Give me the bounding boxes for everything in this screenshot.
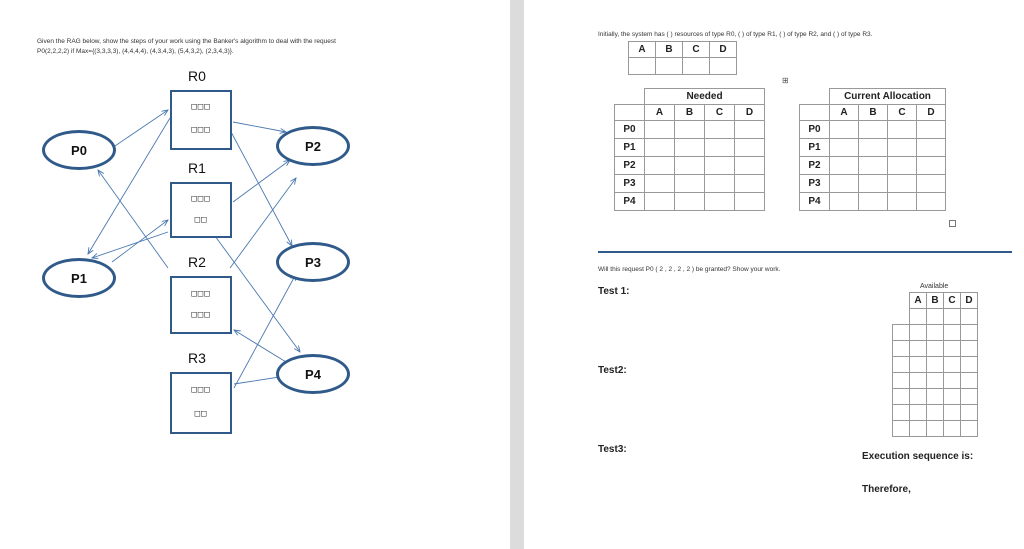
- needed-cell[interactable]: [735, 157, 765, 175]
- needed-cell[interactable]: [735, 175, 765, 193]
- avail-col-a: A: [910, 293, 927, 309]
- avail-cell[interactable]: [944, 389, 961, 405]
- needed-cell[interactable]: [645, 193, 675, 211]
- alloc-cell[interactable]: [917, 139, 946, 157]
- needed-row-p1: P1: [615, 139, 645, 157]
- col-b: B: [656, 42, 683, 58]
- needed-col-b: B: [675, 105, 705, 121]
- avail-cell[interactable]: [910, 421, 927, 437]
- avail-cell[interactable]: [944, 309, 961, 325]
- needed-cell[interactable]: [705, 193, 735, 211]
- avail-col-d: D: [961, 293, 978, 309]
- question-line-1: Given the RAG below, show the steps of your work using the Banker's algorithm to deal with the request: [37, 38, 336, 45]
- initial-cell[interactable]: [710, 58, 737, 75]
- needed-row-p4: P4: [615, 193, 645, 211]
- avail-cell[interactable]: [961, 341, 978, 357]
- avail-cell[interactable]: [927, 373, 944, 389]
- needed-cell[interactable]: [735, 139, 765, 157]
- alloc-col-d: D: [917, 105, 946, 121]
- alloc-cell[interactable]: [859, 175, 888, 193]
- needed-cell[interactable]: [645, 175, 675, 193]
- left-page: [0, 0, 510, 549]
- initial-cell[interactable]: [656, 58, 683, 75]
- edge-r2-p0: [98, 170, 168, 268]
- avail-cell[interactable]: [944, 357, 961, 373]
- avail-cell[interactable]: [910, 373, 927, 389]
- needed-title: Needed: [645, 89, 765, 105]
- alloc-cell[interactable]: [859, 139, 888, 157]
- avail-cell[interactable]: [910, 389, 927, 405]
- alloc-cell[interactable]: [917, 157, 946, 175]
- needed-cell[interactable]: [705, 175, 735, 193]
- needed-col-d: D: [735, 105, 765, 121]
- avail-cell[interactable]: [961, 373, 978, 389]
- resource-label-r3: R3: [188, 350, 206, 366]
- needed-cell[interactable]: [735, 121, 765, 139]
- execution-sequence-label: Execution sequence is:: [862, 451, 974, 462]
- alloc-cell[interactable]: [830, 193, 859, 211]
- avail-cell[interactable]: [927, 357, 944, 373]
- needed-cell[interactable]: [675, 157, 705, 175]
- allocation-title: Current Allocation: [830, 89, 946, 105]
- avail-cell[interactable]: [927, 325, 944, 341]
- therefore-label: Therefore,: [862, 484, 911, 495]
- resource-r1: □□□ □□: [170, 182, 232, 238]
- initial-resources-table: [628, 41, 737, 75]
- request-text: Will this request P0 ( 2 , 2 , 2 , 2 ) be granted? Show your work.: [598, 266, 781, 273]
- allocation-table: [799, 88, 946, 211]
- edge-p4-r2: [234, 330, 286, 362]
- avail-cell[interactable]: [927, 405, 944, 421]
- resource-label-r0: R0: [188, 68, 206, 84]
- resource-r2: □□□ □□□: [170, 276, 232, 334]
- initial-text: Initially, the system has ( ) resources of type R0, ( ) of type R1, ( ) of type R2, and ( ) of type R3.: [598, 31, 873, 38]
- needed-row-p2: P2: [615, 157, 645, 175]
- resource-r0: □□□ □□□: [170, 90, 232, 150]
- edge-r1-p2: [233, 160, 290, 202]
- avail-cell[interactable]: [944, 421, 961, 437]
- avail-cell[interactable]: [910, 309, 927, 325]
- needed-cell[interactable]: [675, 139, 705, 157]
- test3-label: Test3:: [598, 444, 627, 455]
- avail-cell[interactable]: [910, 325, 927, 341]
- needed-table: [614, 88, 765, 211]
- avail-cell[interactable]: [961, 421, 978, 437]
- needed-cell[interactable]: [705, 139, 735, 157]
- needed-row-p0: P0: [615, 121, 645, 139]
- initial-cell[interactable]: [629, 58, 656, 75]
- avail-cell[interactable]: [910, 357, 927, 373]
- alloc-cell[interactable]: [888, 157, 917, 175]
- avail-cell[interactable]: [944, 373, 961, 389]
- avail-cell[interactable]: [961, 357, 978, 373]
- process-p2: P2: [276, 126, 350, 166]
- needed-col-c: C: [705, 105, 735, 121]
- process-p0: P0: [42, 130, 116, 170]
- initial-cell[interactable]: [683, 58, 710, 75]
- avail-cell[interactable]: [910, 341, 927, 357]
- alloc-cell[interactable]: [859, 157, 888, 175]
- resource-label-r2: R2: [188, 254, 206, 270]
- needed-col-a: A: [645, 105, 675, 121]
- alloc-cell[interactable]: [888, 175, 917, 193]
- avail-cell[interactable]: [961, 325, 978, 341]
- avail-cell[interactable]: [961, 405, 978, 421]
- alloc-cell[interactable]: [888, 139, 917, 157]
- right-page: [524, 0, 1024, 549]
- edge-p0-r0: [112, 110, 168, 148]
- alloc-cell[interactable]: [888, 121, 917, 139]
- avail-cell[interactable]: [927, 341, 944, 357]
- alloc-cell[interactable]: [859, 121, 888, 139]
- test2-label: Test2:: [598, 365, 627, 376]
- edge-r1-p1: [92, 232, 168, 258]
- alloc-col-c: C: [888, 105, 917, 121]
- avail-cell[interactable]: [927, 309, 944, 325]
- avail-cell[interactable]: [944, 341, 961, 357]
- needed-cell[interactable]: [705, 157, 735, 175]
- avail-cell[interactable]: [910, 405, 927, 421]
- alloc-row-p1: P1: [800, 139, 830, 157]
- alloc-cell[interactable]: [917, 175, 946, 193]
- needed-cell[interactable]: [705, 121, 735, 139]
- needed-cell[interactable]: [675, 121, 705, 139]
- edge-r0-p2: [233, 122, 286, 132]
- col-a: A: [629, 42, 656, 58]
- alloc-cell[interactable]: [917, 193, 946, 211]
- process-p3: P3: [276, 242, 350, 282]
- alloc-cell[interactable]: [830, 157, 859, 175]
- process-p4: P4: [276, 354, 350, 394]
- avail-cell[interactable]: [927, 421, 944, 437]
- test1-label: Test 1:: [598, 286, 630, 297]
- avail-cell[interactable]: [944, 405, 961, 421]
- resource-r3: □□□ □□: [170, 372, 232, 434]
- table-move-handle-icon[interactable]: ⊞: [782, 76, 789, 85]
- alloc-row-p2: P2: [800, 157, 830, 175]
- process-p1: P1: [42, 258, 116, 298]
- table-resize-handle-icon[interactable]: [949, 220, 956, 227]
- avail-cell[interactable]: [927, 389, 944, 405]
- avail-col-c: C: [944, 293, 961, 309]
- available-title: Available: [920, 283, 949, 290]
- alloc-cell[interactable]: [859, 193, 888, 211]
- alloc-row-p4: P4: [800, 193, 830, 211]
- alloc-cell[interactable]: [917, 121, 946, 139]
- question-line-2: P0(2,2,2,2) if Max={(3,3,3,3), (4,4,4,4), (4,3,4,3), (5,4,3,2), (2,3,4,3)}.: [37, 48, 234, 55]
- needed-cell[interactable]: [735, 193, 765, 211]
- needed-row-p3: P3: [615, 175, 645, 193]
- needed-cell[interactable]: [645, 121, 675, 139]
- col-c: C: [683, 42, 710, 58]
- avail-cell[interactable]: [961, 389, 978, 405]
- alloc-col-a: A: [830, 105, 859, 121]
- avail-cell[interactable]: [961, 309, 978, 325]
- needed-cell[interactable]: [675, 193, 705, 211]
- alloc-cell[interactable]: [830, 175, 859, 193]
- col-d: D: [710, 42, 737, 58]
- available-table: [892, 292, 978, 437]
- needed-cell[interactable]: [645, 157, 675, 175]
- alloc-cell[interactable]: [888, 193, 917, 211]
- resource-label-r1: R1: [188, 160, 206, 176]
- avail-col-b: B: [927, 293, 944, 309]
- needed-cell[interactable]: [645, 139, 675, 157]
- section-divider: [598, 251, 1012, 253]
- needed-cell[interactable]: [675, 175, 705, 193]
- alloc-row-p0: P0: [800, 121, 830, 139]
- alloc-row-p3: P3: [800, 175, 830, 193]
- alloc-col-b: B: [859, 105, 888, 121]
- alloc-cell[interactable]: [830, 121, 859, 139]
- avail-cell[interactable]: [944, 325, 961, 341]
- alloc-cell[interactable]: [830, 139, 859, 157]
